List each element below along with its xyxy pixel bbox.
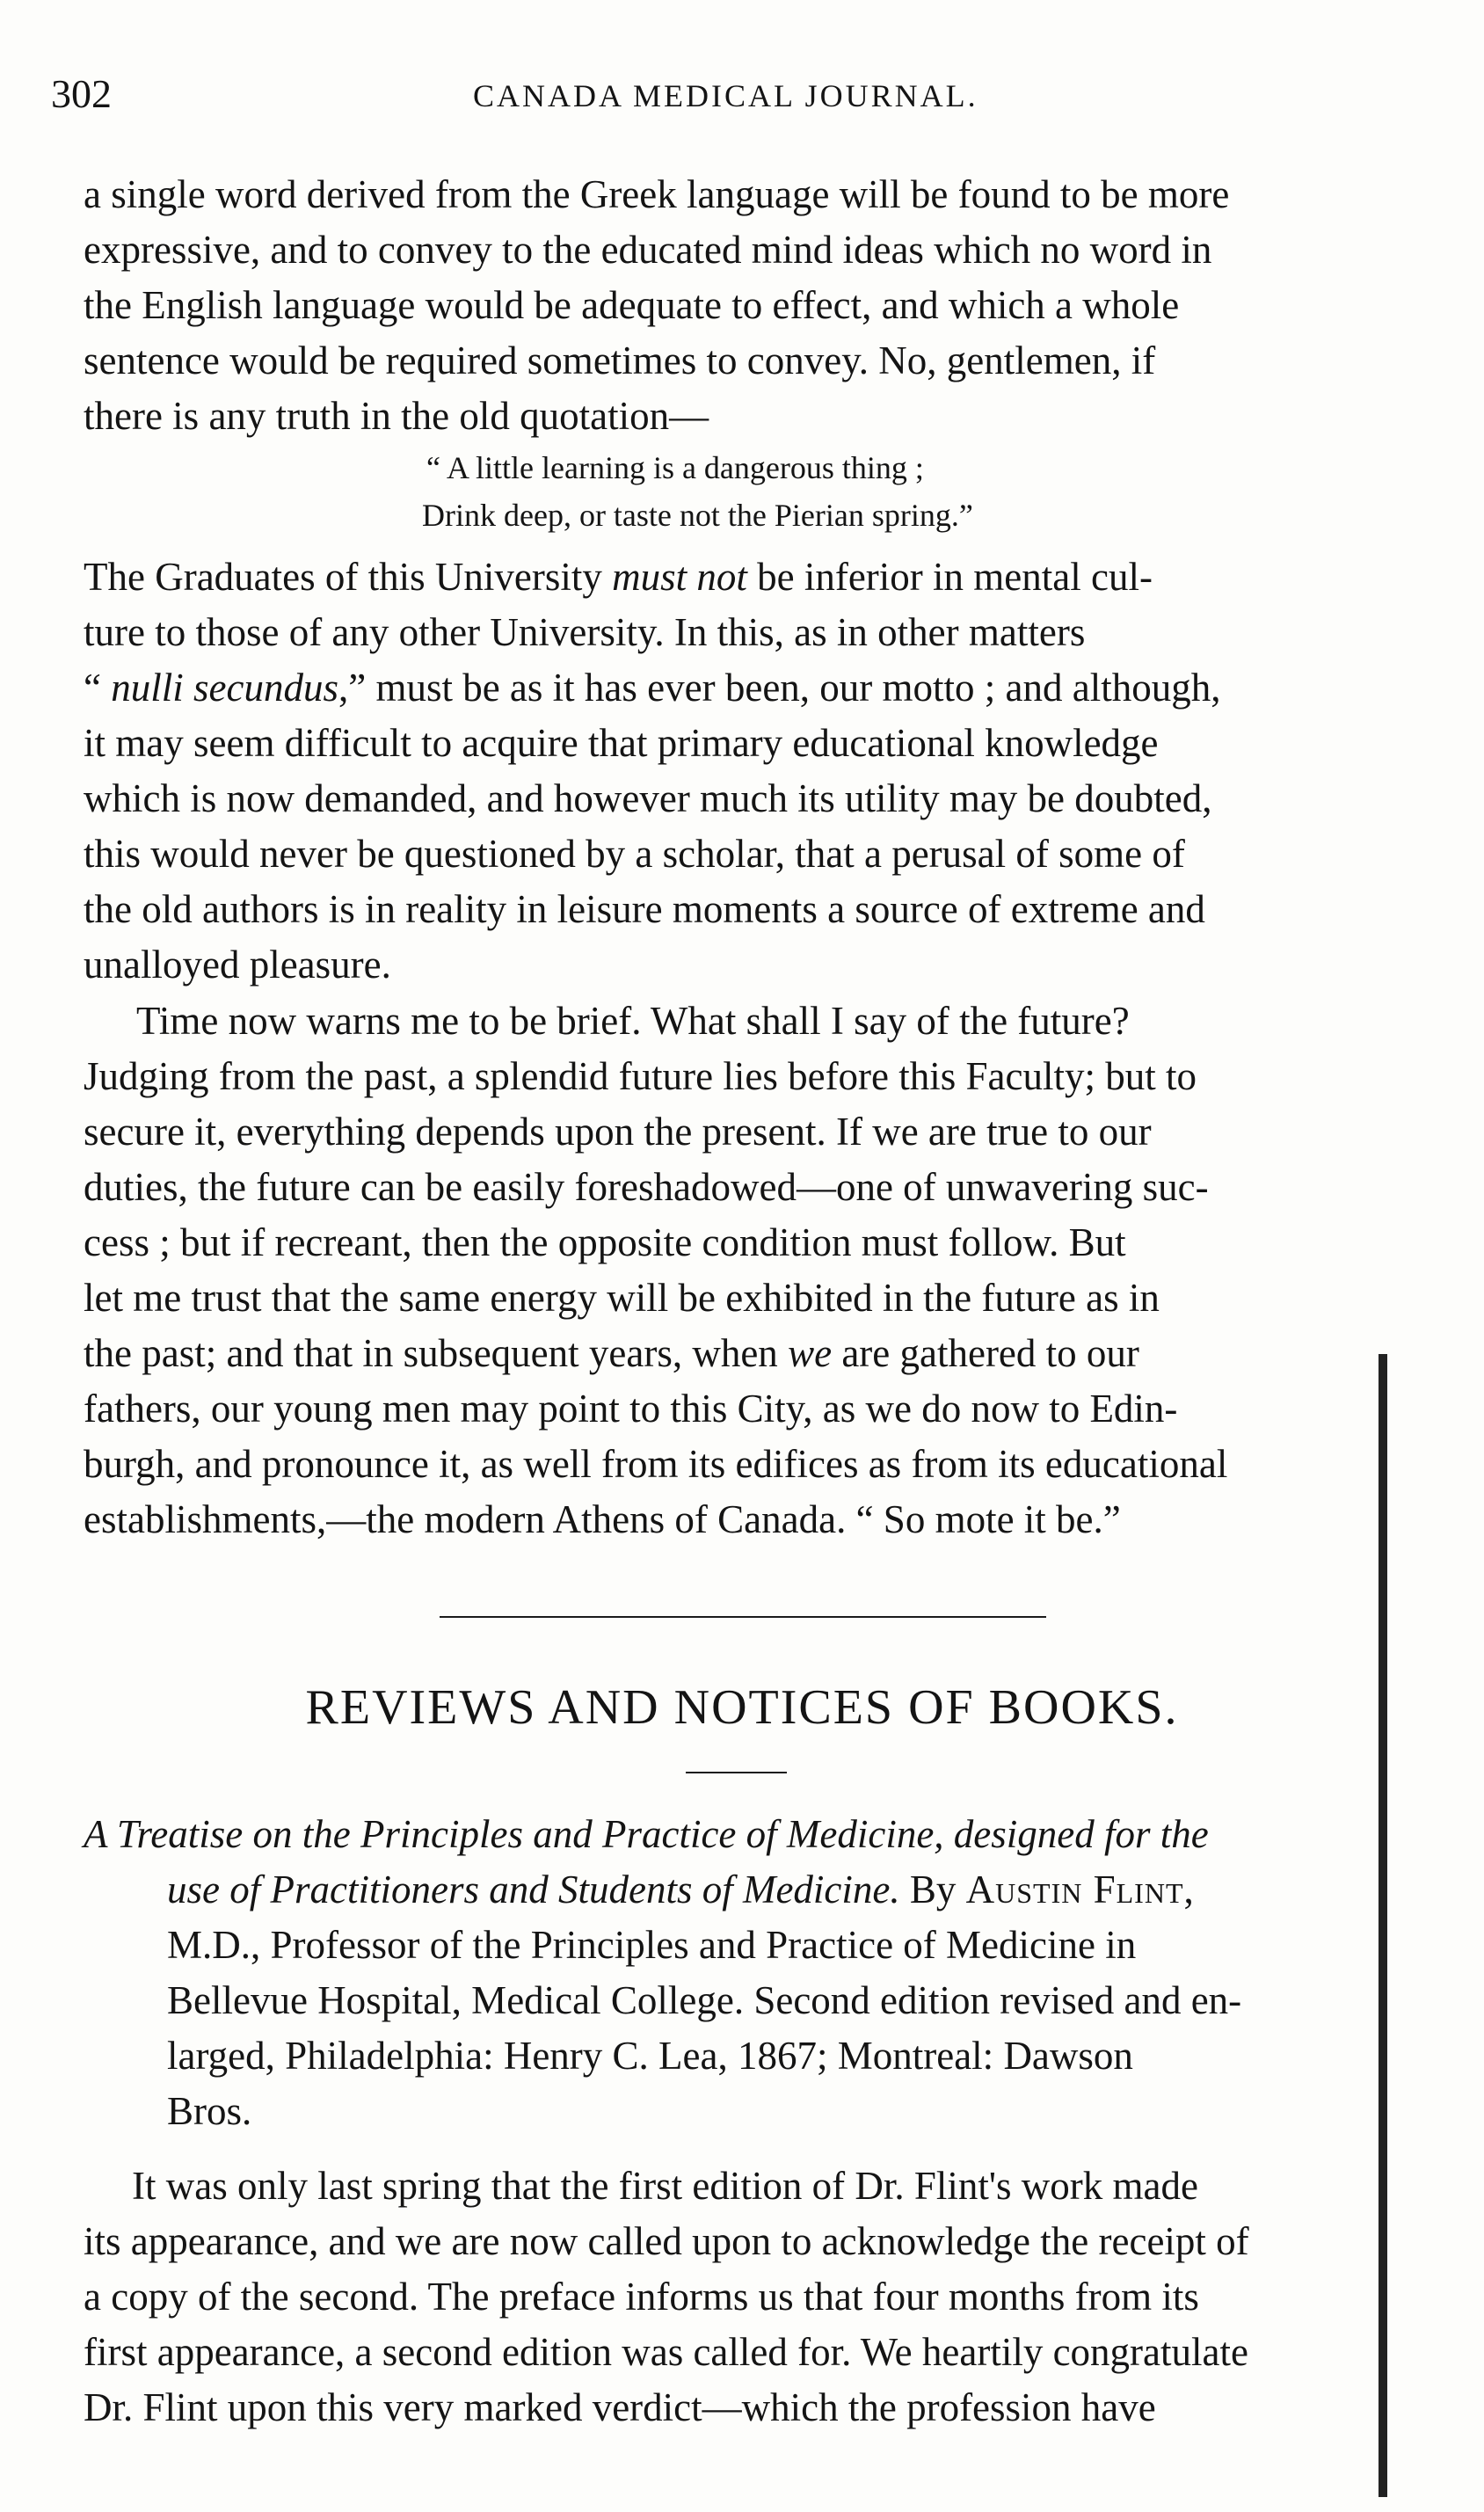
citation-line: Bellevue Hospital, Medical College. Second edition revised and en-: [167, 1978, 1242, 2022]
text-line: establishments,—the modern Athens of Canada. “ So mote it be.”: [84, 1497, 1121, 1541]
text-line: the old authors is in reality in leisure moments a source of extreme and: [84, 887, 1205, 931]
scan-margin-shadow: [1379, 1354, 1387, 2497]
citation-line: larged, Philadelphia: Henry C. Lea, 1867; Montreal: Dawson: [167, 2034, 1133, 2078]
text-line: secure it, everything depends upon the present. If we are true to our: [84, 1110, 1152, 1154]
citation-line: M.D., Professor of the Principles and Practice of Medicine in: [167, 1923, 1137, 1967]
quote-line: Drink deep, or taste not the Pierian spring.”: [422, 498, 973, 533]
running-head: CANADA MEDICAL JOURNAL.: [473, 78, 978, 113]
text-line: let me trust that the same energy will be exhibited in the future as in: [84, 1276, 1160, 1320]
text-line: burgh, and pronounce it, as well from its edifices as from its educational: [84, 1442, 1228, 1486]
text-line: It was only last spring that the first edition of Dr. Flint's work made: [132, 2164, 1198, 2208]
text-line: Judging from the past, a splendid future lies before this Faculty; but to: [84, 1054, 1197, 1098]
book-citation: [84, 1807, 1402, 2139]
text-line: the past; and that in subsequent years, when we are gathered to our: [84, 1331, 1139, 1375]
page-header: [51, 70, 1396, 123]
text-line: cess ; but if recreant, then the opposite condition must follow. But: [84, 1220, 1126, 1264]
quote-line: “ A little learning is a dangerous thing ;: [426, 450, 924, 485]
text-line: first appearance, a second edition was called for. We heartily congratulate: [84, 2330, 1248, 2374]
text-line: sentence would be required sometimes to convey. No, gentlemen, if: [84, 339, 1156, 382]
text-line: “ nulli secundus,” must be as it has ever been, our motto ; and although,: [84, 666, 1221, 710]
text-line: unalloyed pleasure.: [84, 943, 391, 987]
paragraph-3: [84, 994, 1402, 1547]
text-line: duties, the future can be easily foreshadowed—one of unwavering suc-: [84, 1165, 1209, 1209]
text-line: Time now warns me to be brief. What shall I say of the future?: [136, 999, 1130, 1043]
text-line: fathers, our young men may point to this City, as we do now to Edin-: [84, 1387, 1178, 1431]
text-line: a single word derived from the Greek language will be found to be more: [84, 172, 1230, 216]
page-number: 302: [51, 71, 112, 116]
text-line: which is now demanded, and however much its utility may be doubted,: [84, 776, 1212, 820]
heading-underline: [686, 1772, 787, 1773]
citation-line: Bros.: [167, 2089, 252, 2133]
text-line: expressive, and to convey to the educated mind ideas which no word in: [84, 228, 1212, 272]
text-line: The Graduates of this University must not be inferior in mental cul-: [84, 555, 1153, 599]
text-line: this would never be questioned by a scholar, that a perusal of some of: [84, 832, 1185, 876]
text-line: Dr. Flint upon this very marked verdict—which the profession have: [84, 2385, 1156, 2429]
text-line: it may seem difficult to acquire that primary educational knowledge: [84, 721, 1159, 765]
paragraph-4: [84, 2159, 1402, 2436]
text-line: a copy of the second. The preface informs us that four months from its: [84, 2275, 1199, 2319]
paragraph-2: [84, 550, 1402, 993]
section-divider: [440, 1616, 1046, 1618]
book-title-line: A Treatise on the Principles and Practice of Medicine, designed for the: [84, 1812, 1209, 1856]
paragraph-1: [84, 167, 1402, 444]
section-heading: REVIEWS AND NOTICES OF BOOKS.: [305, 1680, 1179, 1735]
text-line: the English language would be adequate to effect, and which a whole: [84, 283, 1180, 327]
text-line: ture to those of any other University. In this, as in other matters: [84, 610, 1086, 654]
text-line: there is any truth in the old quotation—: [84, 394, 709, 438]
book-title-line: use of Practitioners and Students of Medicine. By Austin Flint,: [167, 1868, 1194, 1911]
text-line: its appearance, and we are now called upon to acknowledge the receipt of: [84, 2219, 1249, 2263]
